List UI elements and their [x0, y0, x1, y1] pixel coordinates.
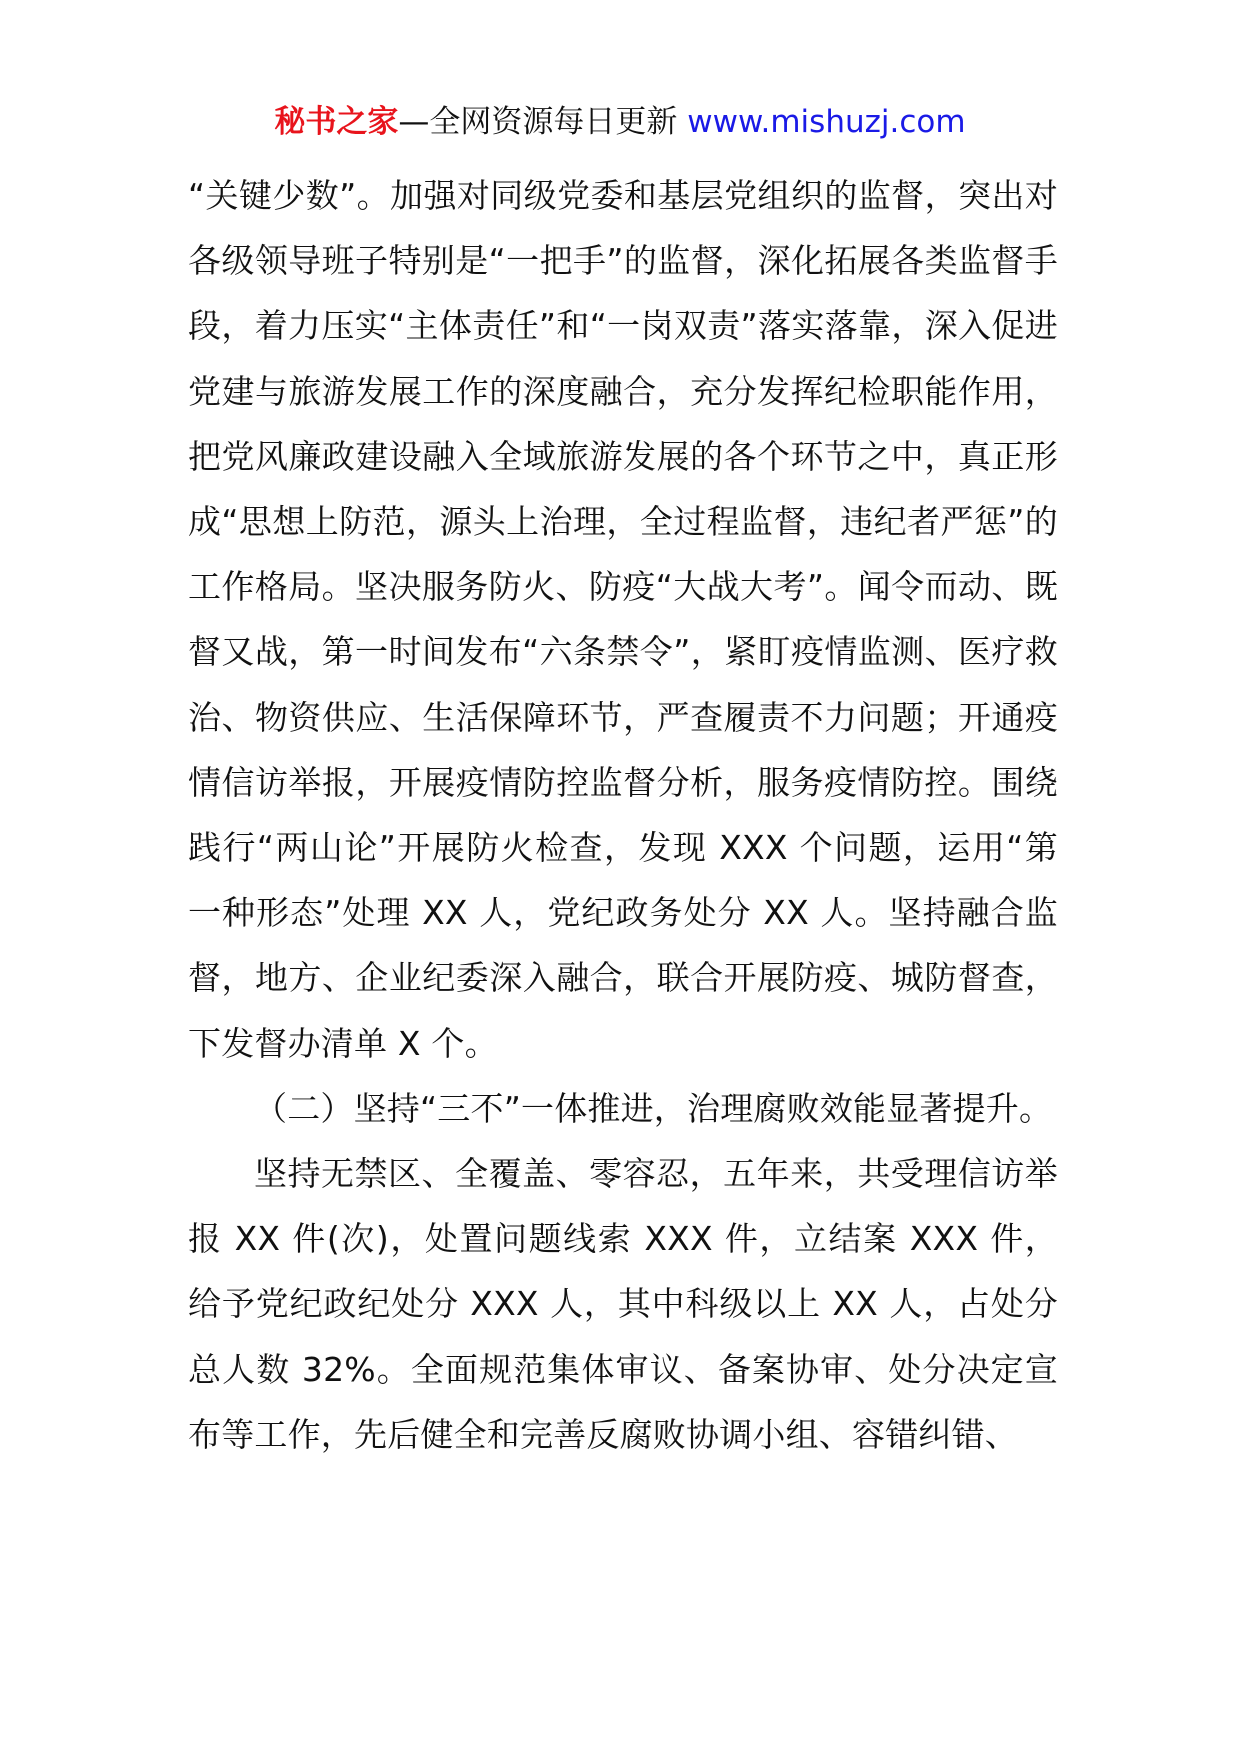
paragraph-supervision: “关键少数”。加强对同级党委和基层党组织的监督，突出对各级领导班子特别是“一把手”的监督，深化拓展各类监督手段，着力压实“主体责任”和“一岗双责”落实落靠，深入促进党建与旅游发展工作的深度融合，充分发挥纪检职能作用，把党风廉政建设融入全域旅游发展的各个环节之中，真正形成“思想上防范，源头上治理，全过程监督，违纪者严惩”的工作格局。坚决服务防火、防疫“大战大考”。闻令而动、既督又战，第一时间发布“六条禁令”，紧盯疫情监测、医疗救治、物资供应、生活保障环节，严查履责不力问题；开通疫情信访举报，开展疫情防控监督分析，服务疫情防控。围绕践行“两山论”开展防火检查，发现 XXX 个问题，运用“第一种形态”处理 XX 人，党纪政务处分 XX 人。坚持融合监督，地方、企业纪委深入融合，联合开展防疫、城防督查，下发督办清单 X 个。 — [188, 176, 1058, 1063]
document-body — [188, 163, 1058, 1467]
section-heading-two: （二）坚持“三不”一体推进，治理腐败效能显著提升。 — [254, 1088, 1053, 1128]
page-header — [0, 100, 1240, 144]
site-brand: 秘书之家 — [274, 104, 399, 140]
site-url-link[interactable]: www.mishuzj.com — [687, 104, 966, 140]
paragraph-anticorruption: 坚持无禁区、全覆盖、零容忍，五年来，共受理信访举报 XX 件(次)，处置问题线索 XXX 件，立结案 XXX 件，给予党纪政纪处分 XXX 人，其中科级以上 XX 人，占处分总人数 32%。全面规范集体审议、备案协审、处分决定宣布等工作，先后健全和完善反腐败协调小组、容错纠错、 — [188, 1154, 1058, 1454]
site-tagline: —全网资源每日更新 — [398, 104, 688, 140]
